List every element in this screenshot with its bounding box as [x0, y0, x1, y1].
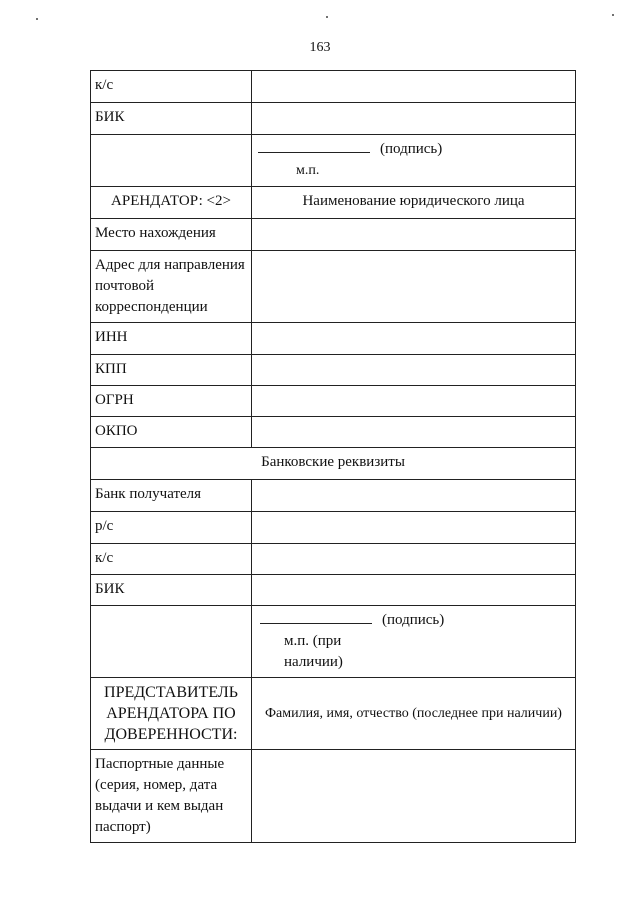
row-label-bik: БИК	[91, 103, 252, 135]
row-value-okpo	[252, 417, 576, 448]
signature-line-2	[260, 611, 372, 624]
representative-name-header: Фамилия, имя, отчество (последнее при наличии)	[252, 678, 576, 750]
table-row	[91, 417, 576, 448]
table-row	[91, 512, 576, 544]
stamp-caption: м.п.	[296, 163, 320, 178]
passport-row	[91, 750, 576, 843]
scan-speck	[36, 18, 38, 20]
row-label-bank: Банк получателя	[91, 480, 252, 512]
row-value-rs	[252, 512, 576, 544]
row-value-bik-2	[252, 575, 576, 606]
row-label-location: Место нахождения	[91, 219, 252, 251]
scan-speck	[326, 16, 328, 18]
row-label-ks-2: к/с	[91, 544, 252, 575]
row-label-rs: р/с	[91, 512, 252, 544]
table-row	[91, 544, 576, 575]
requisites-table	[90, 70, 576, 843]
table-row	[91, 323, 576, 355]
signature-row-blank	[91, 135, 252, 187]
row-label-postal-address: Адрес для направления почтовой корреспонденции	[91, 251, 252, 323]
table-row	[91, 386, 576, 417]
row-label-ks: к/с	[91, 71, 252, 103]
table-row	[91, 575, 576, 606]
signature-caption: (подпись)	[380, 141, 443, 157]
table-row	[91, 251, 576, 323]
signature-line-row	[256, 139, 571, 160]
row-label-kpp: КПП	[91, 355, 252, 386]
table-row	[91, 219, 576, 251]
row-value-kpp	[252, 355, 576, 386]
row-value-ogrn	[252, 386, 576, 417]
row-label-inn: ИНН	[91, 323, 252, 355]
row-value-location	[252, 219, 576, 251]
page-number: 163	[309, 40, 331, 55]
passport-value	[252, 750, 576, 843]
signature-row-blank-2	[91, 606, 252, 678]
signature-row-2	[91, 606, 576, 678]
tenant-name-header: Наименование юридического лица	[252, 187, 576, 219]
representative-heading: ПРЕДСТАВИТЕЛЬ АРЕНДАТОРА ПО ДОВЕРЕННОСТИ:	[91, 678, 252, 750]
passport-label: Паспортные данные (серия, номер, дата выдачи и кем выдан паспорт)	[91, 750, 252, 843]
row-value-bank	[252, 480, 576, 512]
row-label-bik-2: БИК	[91, 575, 252, 606]
scan-speck	[612, 14, 614, 16]
table-row	[91, 480, 576, 512]
stamp-caption-2-line1: м.п. (при	[284, 633, 342, 649]
table-row	[91, 355, 576, 386]
table-row	[91, 103, 576, 135]
tenant-heading: АРЕНДАТОР: <2>	[91, 187, 252, 219]
representative-header-row	[91, 678, 576, 750]
row-value-inn	[252, 323, 576, 355]
row-label-ogrn: ОГРН	[91, 386, 252, 417]
row-value-ks	[252, 71, 576, 103]
signature-row	[91, 135, 576, 187]
signature-caption-2: (подпись)	[382, 612, 445, 628]
row-label-okpo: ОКПО	[91, 417, 252, 448]
signature-block-2	[252, 606, 576, 678]
bank-section-heading: Банковские реквизиты	[91, 448, 576, 480]
signature-block	[252, 135, 576, 187]
stamp-caption-2-line2: наличии)	[284, 654, 343, 670]
row-value-bik	[252, 103, 576, 135]
row-value-ks-2	[252, 544, 576, 575]
row-value-postal-address	[252, 251, 576, 323]
bank-section-row	[91, 448, 576, 480]
table-row	[91, 71, 576, 103]
signature-line-row-2	[256, 610, 571, 631]
tenant-header-row	[91, 187, 576, 219]
signature-line	[258, 140, 370, 153]
